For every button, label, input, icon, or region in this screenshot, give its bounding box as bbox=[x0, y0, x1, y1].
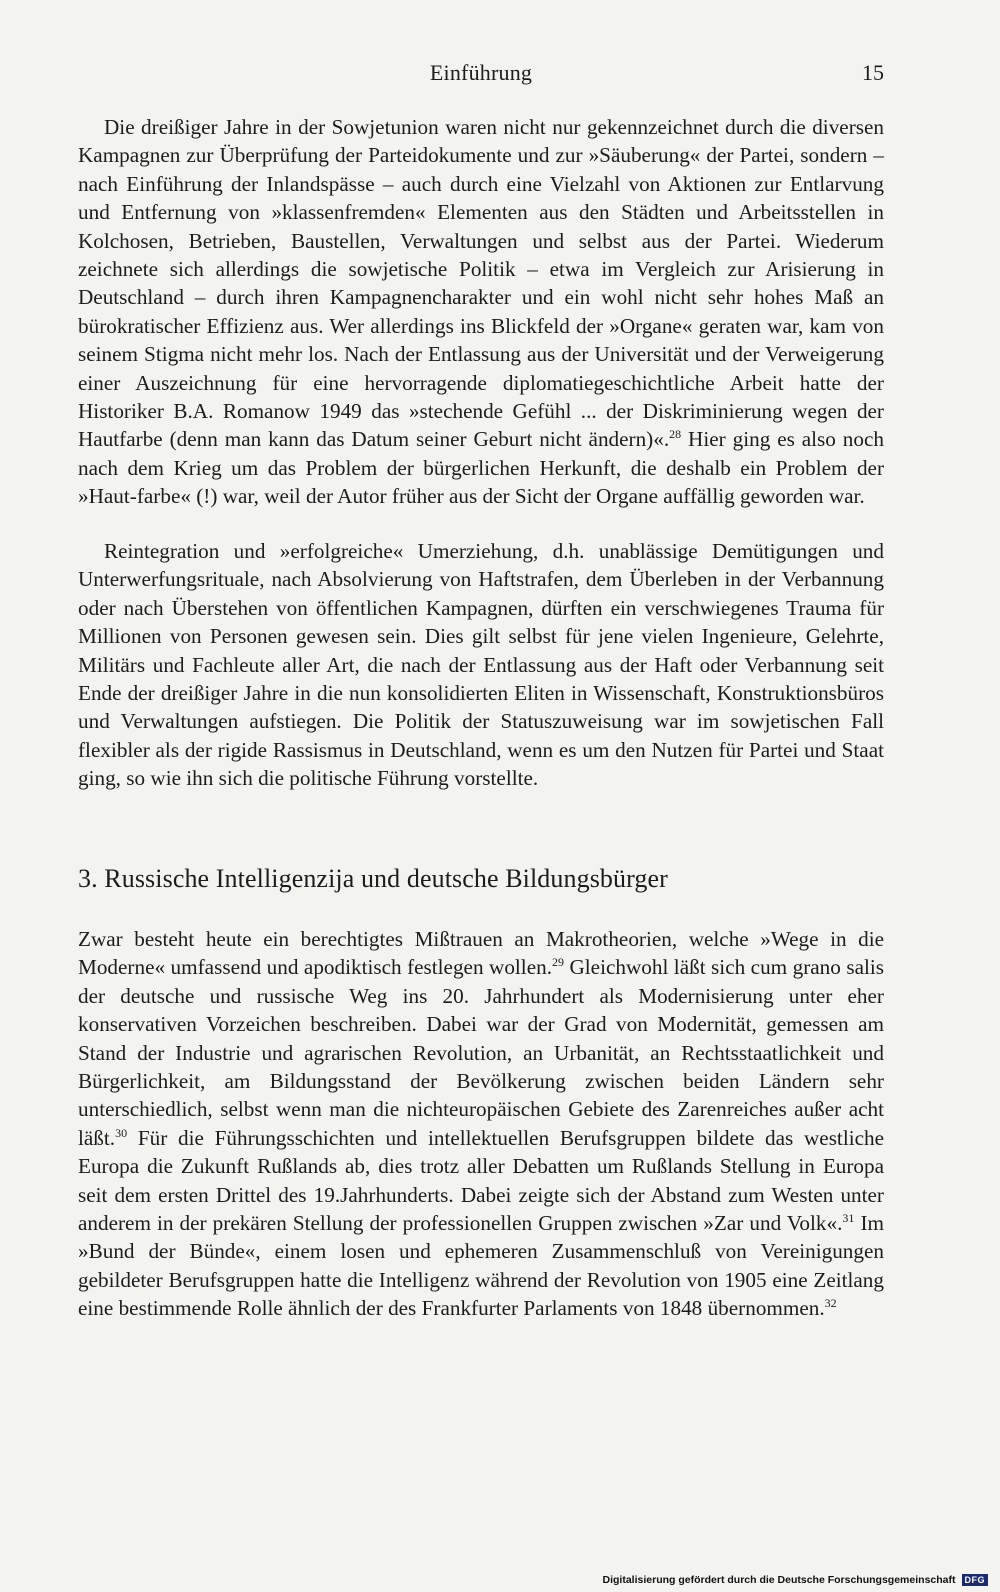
paragraph-3-text-a: Zwar besteht heute ein berechtigtes Mißtrauen an Makrotheorien, welche »Wege in die Moderne« umfassend und apodiktisch festlegen wollen. bbox=[78, 927, 884, 980]
paragraph-1 bbox=[78, 113, 884, 511]
page-number: 15 bbox=[862, 60, 884, 85]
footer-credit: Digitalisierung gefördert durch die Deutsche Forschungsgemeinschaft bbox=[602, 1574, 956, 1586]
section-heading: 3. Russische Intelligenzija und deutsche Bildungsbürger bbox=[78, 864, 668, 893]
dfg-logo-icon: DFG bbox=[962, 1574, 989, 1586]
running-head-title: Einführung bbox=[429, 60, 533, 85]
paragraph-3 bbox=[78, 925, 884, 1323]
digitization-footer bbox=[603, 1571, 988, 1589]
paragraph-3-text-b: Gleichwohl läßt sich cum grano salis der deutsche und russische Weg ins 20. Jahrhundert als Modernisierung unter eher konservativen Vorzeichen beschreiben. Dabei war der Grad von Modernität, gemessen am Stand der Industrie und agrarischen Revolution, an Urbanität, an Rechtsstaatlichkeit und Bürgerlichkeit, am Bildungsstand der Bevölkerung zwischen beiden Ländern sehr unterschiedlich, selbst wenn man die nichteuropäischen Gebiete des Zarenreiches außer acht läßt. bbox=[78, 955, 885, 1150]
footnote-ref-29: 29 bbox=[552, 955, 564, 970]
paragraph-2 bbox=[78, 537, 884, 793]
paragraph-3-text-c: Für die Führungsschichten und intellektuellen Berufsgruppen bildete das westliche Europa die Zukunft Rußlands ab, dies trotz aller Debatten um Rußlands Stellung in Europa seit dem ersten Drittel des 19.Jahrhunderts. Dabei zeigte sich der Abstand zum Westen unter anderem in der prekären Stellung der professionellen Gruppen zwischen »Zar und Volk«. bbox=[78, 1125, 884, 1236]
footnote-ref-28: 28 bbox=[669, 427, 682, 442]
paragraph-3-text-d: Im »Bund der Bünde«, einem losen und ephemeren Zusammenschluß von Vereinigungen gebildeter Berufsgruppen hatte die Intelligenz während der Revolution von 1905 eine Zeitlang eine bestimmende Rolle ähnlich der des Frankfurter Parlaments von 1848 übernommen. bbox=[78, 1211, 884, 1321]
paragraph-1-text-b: Hier ging es also noch nach dem Krieg um das Problem der bürgerlichen Herkunft, die deshalb ein Problem der »Haut-farbe« (!) war, weil der Autor früher aus der Sicht der Organe auffällig geworden war. bbox=[78, 427, 884, 509]
footnote-ref-32: 32 bbox=[824, 1296, 837, 1311]
paragraph-2-text: Reintegration und »erfolgreiche« Umerziehung, d.h. unablässige Demütigungen und Unterwerfungsrituale, nach Absolvierung von Haftstrafen, dem Überleben in der Verbannung oder nach Überstehen von öffentlichen Kampagnen, dürften ein verschwiegenes Trauma für Millionen von Personen gewesen sein. Dies gilt selbst für jene vielen Ingenieure, Gelehrte, Militärs und Fachleute aller Art, die nach der Entlassung aus der Haft oder Verbannung seit Ende der dreißiger Jahre in die nun konsolidierten Eliten in Wissenschaft, Konstruktionsbüros und Verwaltungen aufstiegen. Die Politik der Statuszuweisung war im sowjetischen Fall flexibler als der rigide Rassismus in Deutschland, wenn es um den Nutzen für Partei und Staat ging, so wie ihn sich die politische Führung vorstellte. bbox=[78, 539, 884, 791]
paragraph-1-text-a: Die dreißiger Jahre in der Sowjetunion waren nicht nur gekennzeichnet durch die diversen Kampagnen zur Überprüfung der Parteidokumente und zur »Säuberung« der Partei, sondern – nach Einführung der Inlandspässe – auch durch eine Vielzahl von Aktionen zur Entlarvung und Entfernung von »klassenfremden« Elementen aus den Städten und Arbeitsstellen in Kolchosen, Betrieben, Baustellen, Verwaltungen und selbst aus der Partei. Wiederum zeichnete sich allerdings die sowjetische Politik – etwa im Vergleich zur Arisierung in Deutschland – durch ihren Kampagnencharakter und ein wohl nicht sehr hohes Maß an bürokratischer Effizienz aus. Wer allerdings ins Blickfeld der »Organe« geraten war, kam von seinem Stigma nicht mehr los. Nach der Entlassung aus der Universität und der Verweigerung einer Auszeichnung für eine hervorragende diplomatiegeschichtliche Arbeit hatte der Historiker B.A. Romanow 1949 das »stechende Gefühl ... der Diskriminierung wegen der Hautfarbe (denn man kann das Datum seiner Geburt nicht ändern)«. bbox=[78, 115, 884, 452]
footnote-ref-30: 30 bbox=[115, 1125, 128, 1140]
footnote-ref-31: 31 bbox=[842, 1211, 855, 1226]
running-head bbox=[78, 60, 884, 90]
